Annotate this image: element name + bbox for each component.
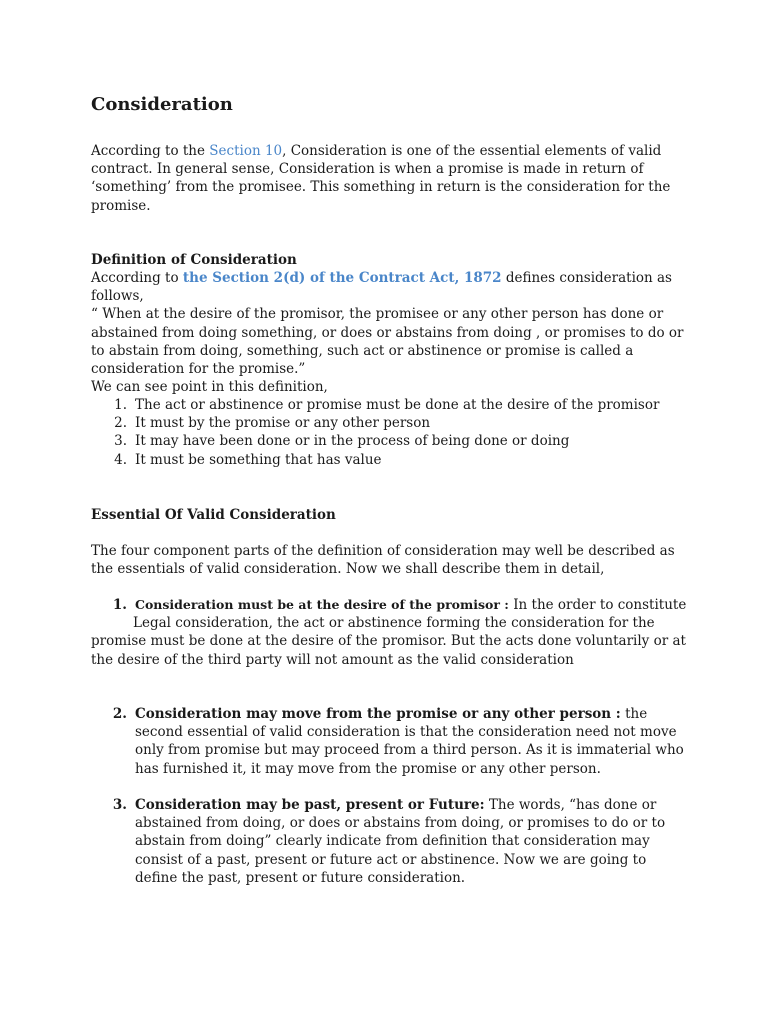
point-text: It may have been done or in the process of being done or doing [135, 433, 570, 450]
point-number: 4. [114, 451, 127, 468]
essentials-list-continued [91, 796, 691, 887]
point-text: It must by the promise or any other person [135, 415, 431, 432]
intro-paragraph [91, 142, 691, 215]
point-number: 1. [114, 397, 127, 413]
page-title: Consideration [91, 94, 233, 115]
essential-number: 1. [112, 597, 127, 613]
point-text: It must be something that has value [135, 451, 382, 468]
definition-point [91, 432, 691, 450]
essential-item [91, 596, 691, 669]
definition-text: According to [91, 270, 183, 286]
essential-text-continued: Legal consideration, the act or abstinence forming the consideration for the promise must be done at the desire of the promisor. But the acts done voluntarily or at the desire of the third party will not amount as the valid consideration [91, 615, 686, 668]
definition-point [91, 414, 691, 432]
point-number: 2. [114, 415, 127, 432]
definition-paragraph [91, 269, 691, 378]
point-number: 3. [114, 433, 127, 450]
essentials-intro: The four component parts of the definition of consideration may well be described as the essentials of valid consideration. Now we shall describe them in detail, [91, 543, 675, 578]
points-intro: We can see point in this definition, [91, 379, 328, 395]
essential-label: Consideration may move from the promise or any other person : [135, 706, 621, 722]
definition-quote: “ When at the desire of the promisor, the promisee or any other person has done or abstained from doing something, or does or abstains from doing , or promises to do or to abstain from doing, something, such act or abstinence or promise is called a consideration for the promise.” [91, 306, 684, 378]
point-text: The act or abstinence or promise must be done at the desire of the promisor [135, 397, 660, 413]
essentials-heading: Essential Of Valid Consideration [91, 507, 336, 523]
definition-point [91, 451, 691, 469]
essential-item [91, 705, 691, 778]
section-10-link[interactable]: Section 10 [209, 143, 283, 159]
essential-number: 2. [112, 706, 127, 722]
points-list [91, 396, 691, 469]
essentials-list [91, 705, 691, 778]
definition-heading: Definition of Consideration [91, 252, 297, 268]
essential-label: Consideration must be at the desire of the promisor : [135, 597, 509, 612]
definition-text-continued: defines consideration as follows, [91, 270, 672, 305]
essential-number: 3. [112, 797, 127, 813]
section-2d-link[interactable]: the Section 2(d) of the Contract Act, 1872 [182, 270, 502, 286]
essential-label: Consideration may be past, present or Future: [135, 797, 485, 813]
essential-text: In the order to constitute [508, 597, 687, 613]
intro-text: According to the [91, 143, 210, 159]
intro-text-continued: , Consideration is one of the essential elements of valid contract. In general sense, Consideration is when a promise is made in return of ‘something’ from the promisee. This something in return is the consideration for the promise. [91, 143, 671, 214]
essential-item [91, 796, 691, 887]
definition-point [91, 396, 691, 414]
essential-text: The words, “has done or abstained from doing, or does or abstains from doing, or promises to do or to abstain from doing” clearly indicate from definition that consideration may consist of a past, present or future act or abstinence. Now we are going to define the past, present or future consideration. [135, 797, 666, 886]
essential-text: the second essential of valid consideration is that the consideration need not move only from promise but may proceed from a third person. As it is immaterial who has furnished it, it may move from the promise or any other person. [135, 706, 684, 777]
